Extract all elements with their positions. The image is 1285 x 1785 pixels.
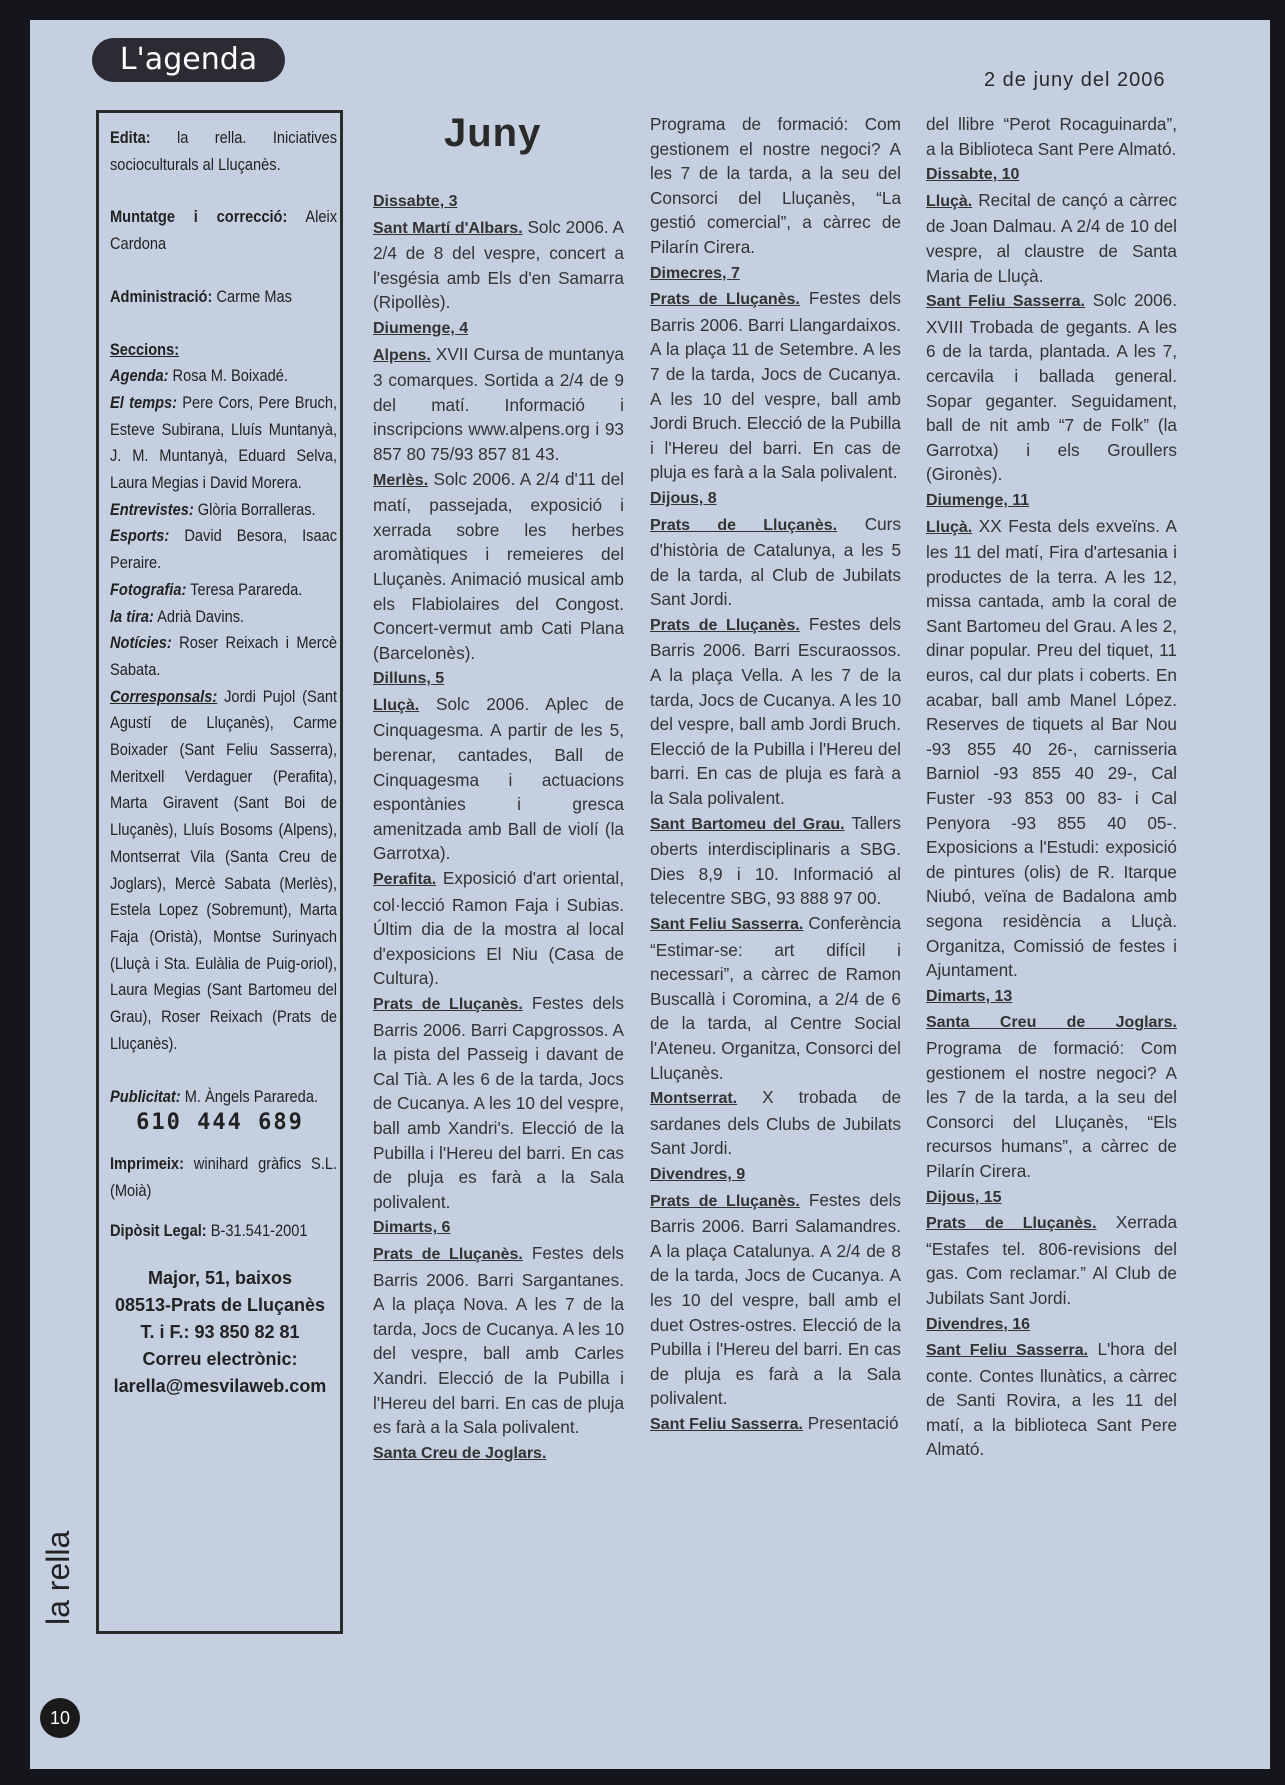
agenda-column-3	[926, 112, 1177, 1462]
credit-label: Esports:	[110, 526, 170, 546]
place-label: Merlès.	[373, 471, 429, 489]
agenda-entry	[650, 286, 901, 485]
email-label: Correu electrònic:	[142, 1349, 298, 1370]
place-label: Prats de Lluçanès.	[926, 1215, 1097, 1233]
agenda-entry	[373, 991, 624, 1214]
credit-value: winihard gràfics S.L. (Moià)	[110, 1153, 338, 1200]
advertising-phone: 610 444 689	[136, 1110, 304, 1136]
credit-label: Edita:	[110, 128, 151, 147]
day-label: Dissabte, 3	[373, 193, 458, 210]
entry-text: Programa de formació: Com gestionem el nostre negoci? A les 7 de la tarda, a la seu del Consorci del Lluçanès, “Els recursos humans”, a càrrec de Pilarín Cirera.	[926, 1037, 1177, 1181]
agenda-entry	[373, 866, 624, 991]
issue-date: 2 de juny del 2006	[984, 69, 1166, 91]
entry-text: XVII Cursa de muntanya 3 comarques. Sortida a 2/4 de 9 del matí. Informació i inscripcions www.alpens.org i 93 857 80 75/93 857 81 43.	[373, 343, 624, 464]
credit-value: Pere Cors, Pere Bruch, Esteve Subirana, Lluís Muntanyà, J. M. Muntanyà, Eduard Selva, Laura Megias i David Morera.	[110, 392, 338, 493]
agenda-day-heading	[926, 487, 1177, 514]
credit-label: Corresponsals:	[110, 686, 218, 706]
day-label: Diumenge, 4	[373, 319, 469, 337]
place-label: Prats de Lluçanès.	[650, 291, 800, 309]
credit-value: Carme Mas	[216, 286, 292, 306]
day-label: Dijous, 15	[926, 1188, 1002, 1206]
agenda-entry	[650, 112, 901, 260]
agenda-entry	[373, 342, 624, 467]
entry-text: Solc 2006. A 2/4 de 8 del vespre, concert a l'esgésia amb Els d'en Samarra (Ripollès).	[373, 216, 624, 313]
credit-label: la tira:	[110, 606, 154, 626]
place-label: Alpens.	[373, 346, 431, 364]
credit-label: Muntatge i correcció:	[110, 207, 288, 227]
agenda-day-heading	[373, 315, 624, 342]
agenda-column-2	[650, 112, 901, 1437]
entry-text: Solc 2006. XVIII Trobada de gegants. A les 6 de la tarda, plantada. A les 7, cercavila i ballada general. Sopar geganter. Seguidament, ball de nit amb “7 de Folk” (la Garrotxa) i els Groullers (Gironès).	[926, 290, 1177, 485]
day-label: Divendres, 16	[926, 1315, 1031, 1333]
entry-text: Presentació	[802, 1412, 899, 1433]
entry-text: Exposició d'art oriental, col·lecció Ramon Faja i Subias. Últim dia de la mostra al local d'exposicions El Niu (Casa de Cultura).	[373, 868, 624, 989]
day-label: Diumenge, 11	[926, 491, 1030, 509]
credit-label: Imprimeix:	[110, 1153, 184, 1173]
place-label: Santa Creu de Joglars.	[926, 1014, 1177, 1032]
brand-vertical: la rella	[40, 1530, 76, 1625]
credit-label: Entrevistes:	[110, 499, 194, 519]
seccions-heading: Seccions:	[110, 339, 180, 359]
place-label: Sant Feliu Sasserra.	[926, 1342, 1089, 1360]
address-phone: T. i F.: 93 850 82 81	[140, 1322, 300, 1343]
credit-label: Fotografia:	[110, 579, 187, 599]
credit-label: Notícies:	[110, 633, 172, 653]
agenda-entry	[926, 188, 1177, 288]
credit-value: Aleix Cardona	[110, 207, 338, 254]
place-label: Prats de Lluçanès.	[650, 516, 838, 534]
agenda-day-heading	[926, 161, 1177, 188]
place-label: Sant Feliu Sasserra.	[650, 1415, 803, 1433]
email-link[interactable]: larella@mesvilaweb.com	[113, 1376, 327, 1397]
agenda-day-heading	[650, 485, 901, 512]
agenda-entry	[373, 467, 624, 666]
agenda-entry	[373, 692, 624, 866]
agenda-entry	[650, 612, 901, 811]
agenda-entry	[650, 512, 901, 612]
agenda-entry	[926, 1337, 1177, 1462]
credit-label: Publicitat:	[110, 1086, 181, 1106]
entry-text: Programa de formació: Com gestionem el nostre negoci? A les 7 de la tarda, a la seu del Consorci del Lluçanès, “La gestió comercial”, a càrrec de Pilarín Cirera.	[650, 114, 901, 257]
place-label: Lluçà.	[373, 696, 420, 714]
agenda-day-heading	[373, 1214, 624, 1241]
agenda-entry	[926, 288, 1177, 487]
place-label: Prats de Lluçanès.	[650, 616, 800, 634]
agenda-entry	[926, 1210, 1177, 1310]
day-label: Dimarts, 13	[926, 987, 1013, 1005]
credit-value: David Besora, Isaac Peraire.	[110, 526, 338, 573]
agenda-entry	[926, 112, 1177, 161]
entry-text: Festes dels Barris 2006. Barri Sargantanes. A la plaça Nova. A les 7 de la tarda, Jocs de Cucanya. A les 10 del vespre, ball amb Carles Xandri. Elecció de la Pubilla i l'Hereu del barri. En cas de pluja es farà a la Sala polivalent.	[373, 1242, 624, 1438]
agenda-day-heading	[926, 1311, 1177, 1338]
day-label: Dilluns, 5	[373, 670, 445, 688]
agenda-day-heading	[926, 983, 1177, 1010]
credit-value: Glòria Borralleras.	[197, 499, 316, 519]
entry-text: Curs d'història de Catalunya, a les 5 de la tarda, al Club de Jubilats Sant Jordi.	[650, 513, 901, 610]
credit-value: Teresa Parareda.	[190, 579, 303, 599]
place-label: Lluçà.	[926, 192, 973, 210]
credit-value: M. Àngels Parareda.	[184, 1086, 319, 1106]
day-label: Divendres, 9	[650, 1165, 746, 1183]
agenda-entry	[650, 1085, 901, 1161]
agenda-entry	[650, 1411, 901, 1438]
address-city: 08513-Prats de Lluçanès	[114, 1295, 326, 1316]
agenda-day-heading	[650, 1161, 901, 1188]
place-label: Prats de Lluçanès.	[373, 996, 523, 1013]
credit-value: Rosa M. Boixadé.	[172, 366, 288, 386]
credit-label: Administració:	[110, 286, 213, 306]
entry-text: Tallers oberts interdisciplinaris a SBG. Dies 8,9 i 10. Informació al telecentre SBG, 93 888 97 00.	[650, 812, 901, 909]
day-label: Dimecres, 7	[650, 264, 740, 282]
agenda-entry	[650, 811, 901, 911]
place-label: Sant Martí d'Albars.	[373, 219, 523, 237]
entry-text: Festes dels Barris 2006. Barri Capgrossos. A la pista del Passeig i davant de Cal Tià. A les 6 de la tarda, Jocs de Cucanya. A les 10 del vespre, ball amb Xandri's. Elecció de la Pubilla i l'Hereu del barri. En cas de pluja es farà a la Sala polivalent.	[373, 993, 624, 1212]
page-number: 10	[40, 1698, 80, 1738]
agenda-entry	[373, 1440, 624, 1467]
entry-text: Festes dels Barris 2006. Barri Salamandres. A la plaça Catalunya. A 2/4 de 8 de la tarda, Jocs de Cucanya. A les 10 del vespre, ball amb el duet Ostres-ostres. Elecció de la Pubilla i l'Hereu del barri. En cas de pluja es farà a la Sala polivalent.	[650, 1189, 901, 1409]
day-label: Dimarts, 6	[373, 1219, 451, 1237]
place-label: Prats de Lluçanès.	[650, 1192, 800, 1210]
month-title: Juny	[444, 111, 542, 155]
entry-text: Solc 2006. A 2/4 d'11 del matí, passejada, exposició i xerrada sobre les herbes aromàtiques i remeieres del Lluçanès. Animació musical amb els Flabiolaires del Congost. Concert-vermut amb Cati Plana (Barcelonès).	[373, 468, 624, 663]
agenda-day-heading	[926, 1184, 1177, 1211]
credit-value: Adrià Davins.	[157, 606, 245, 626]
credit-label: Agenda:	[110, 366, 169, 386]
place-label: Lluçà.	[926, 518, 973, 536]
day-label: Dijous, 8	[650, 489, 717, 507]
section-tab: L'agenda	[92, 38, 285, 82]
entry-text: Conferència “Estimar-se: art difícil i necessari”, a càrrec de Ramon Buscallà i Coromina, a 2/4 de 6 de la tarda, al Centre Social l'Ateneu. Organitza, Consorci del Lluçanès.	[650, 913, 902, 1083]
entry-text: L'hora del conte. Contes llunàtics, a càrrec de Santi Rovira, a les 11 del matí, a la biblioteca Sant Pere Almató.	[926, 1339, 1177, 1460]
place-label: Montserrat.	[650, 1090, 738, 1108]
agenda-entry	[926, 1009, 1177, 1183]
place-label: Santa Creu de Joglars.	[373, 1444, 547, 1462]
entry-text: Recital de cançó a càrrec de Joan Dalmau. A 2/4 de 10 del vespre, al claustre de Santa Maria de Lluçà.	[926, 189, 1177, 286]
entry-text: Solc 2006. Aplec de Cinquagesma. A partir de les 5, berenar, cantades, Ball de Cinquagesma i actuacions espontànies i gresca amenitzada amb Ball de violí (la Garrotxa).	[373, 693, 624, 864]
address-street: Major, 51, baixos	[147, 1268, 293, 1289]
agenda-day-heading	[650, 260, 901, 287]
entry-text: del llibre “Perot Rocaguinarda”, a la Biblioteca Sant Pere Almató.	[926, 114, 1177, 159]
credit-value: Jordi Pujol (Sant Agustí de Lluçanès), Carme Boixader (Sant Feliu Sasserra), Meritxell Verdaguer (Perafita), Marta Giravent (Sant Boi de Lluçanès), Lluís Bosoms (Alpens), Montserrat Vila (Santa Creu de Joglars), Mercè Sabata (Merlès), Estela Lopez (Sobremunt), Marta Faja (Oristà), Montse Surinyach (Lluçà i Sta. Eulàlia de Puig-oriol), Laura Megias (Sant Bartomeu del Grau), Roser Reixach (Prats de Lluçanès).	[110, 686, 338, 1053]
entry-text: Festes dels Barris 2006. Barri Escuraossos. A la plaça Vella. A les 7 de la tarda, Jocs de Cucanya. A les 10 del vespre, ball amb Jordi Bruch. Elecció de la Pubilla i l'Hereu del barri. En cas de pluja es farà a la Sala polivalent.	[650, 613, 901, 809]
place-label: Prats de Lluçanès.	[373, 1245, 523, 1263]
agenda-column-1	[373, 188, 624, 1466]
entry-text: Xerrada “Estafes tel. 806-revisions del gas. Com reclamar.” Al Club de Jubilats Sant Jordi.	[926, 1212, 1177, 1308]
credit-label: El temps:	[110, 392, 178, 412]
agenda-entry	[373, 215, 624, 315]
agenda-entry	[373, 1241, 624, 1440]
agenda-entry	[650, 911, 901, 1085]
place-label: Perafita.	[373, 871, 437, 889]
place-label: Sant Feliu Sasserra.	[926, 293, 1085, 311]
place-label: Sant Bartomeu del Grau.	[650, 815, 845, 833]
credit-value: Roser Reixach i Mercè Sabata.	[110, 633, 338, 679]
entry-text: Festes dels Barris 2006. Barri Llangardaixos. A la plaça 11 de Setembre. A les 7 de la tarda, Jocs de Cucanya. A les 10 del vespre, ball amb Jordi Bruch. Elecció de la Pubilla i l'Hereu del barri. En cas de pluja es farà a la Sala polivalent.	[650, 288, 901, 483]
credit-value: B-31.541-2001	[210, 1221, 308, 1241]
credits-box	[96, 110, 343, 1634]
agenda-day-heading	[373, 665, 624, 692]
place-label: Sant Feliu Sasserra.	[650, 916, 804, 933]
agenda-entry	[650, 1188, 901, 1411]
day-label: Dissabte, 10	[926, 166, 1020, 184]
entry-text: X trobada de sardanes dels Clubs de Jubilats Sant Jordi.	[650, 1087, 901, 1159]
credit-value: la rella. Iniciatives socioculturals al Lluçanès.	[110, 128, 338, 174]
agenda-day-heading	[373, 188, 624, 215]
entry-text: XX Festa dels exveïns. A les 11 del matí, Fira d'artesania i productes de la terra. A les 12, missa cantada, amb la coral de Sant Bartomeu del Grau. A les 2, dinar popular. Preu del tiquet, 11 euros, cal dur plats i coberts. En acabar, ball amb Manel López. Reserves de tiquets al Bar Nou -93 855 40 26-, carnisseria Barniol -93 855 40 29-, Cal Fuster -93 853 00 83- i Cal Penyora -93 855 40 05-. Exposicions a l'Estudi: exposició de pintures (olis) de R. Itarque Niubó, veïna de Badalona amb segona residència a Lluçà. Organitza, Comissió de festes i Ajuntament.	[926, 515, 1177, 981]
credit-label: Dipòsit Legal:	[110, 1221, 207, 1241]
agenda-entry	[926, 514, 1177, 983]
